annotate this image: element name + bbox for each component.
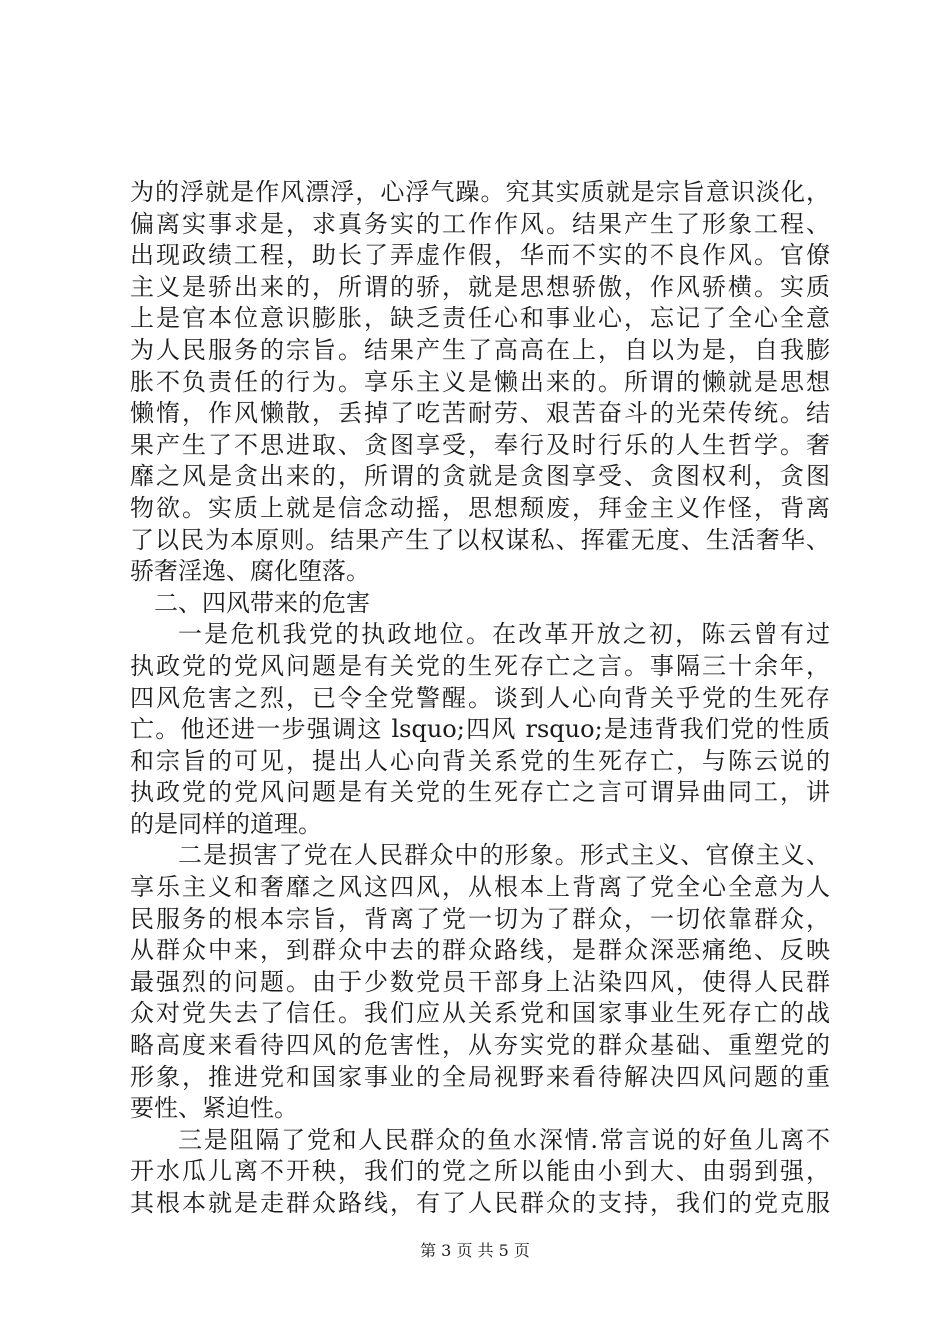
page-footer: 第 3 页 共 5 页 [420, 1241, 530, 1260]
text-line: 一是危机我党的执政地位。在改革开放之初，陈云曾有过 [178, 620, 830, 649]
text-line: 二、四风带来的危害 [154, 588, 370, 617]
text-line: 偏离实事求是，求真务实的工作作风。结果产生了形象工程、 [130, 209, 830, 238]
text-line: 二是损害了党在人民群众中的形象。形式主义、官僚主义、 [178, 841, 830, 870]
text-line: 和宗旨的可见，提出人心向背关系党的生死存亡，与陈云说的 [130, 746, 830, 775]
text-line: 从群众中来，到群众中去的群众路线，是群众深恶痛绝、反映 [130, 936, 830, 965]
text-line: 了以民为本原则。结果产生了以权谋私、挥霍无度、生活奢华、 [130, 525, 830, 554]
text-line: 出现政绩工程，助长了弄虚作假，华而不实的不良作风。官僚 [130, 241, 830, 270]
document-body [130, 177, 830, 1220]
text-line: 开水瓜儿离不开秧，我们的党之所以能由小到大、由弱到强， [130, 1157, 830, 1186]
text-line: 三是阻隔了党和人民群众的鱼水深情.常言说的好鱼儿离不 [178, 1125, 830, 1154]
text-line: 胀不负责任的行为。享乐主义是懒出来的。所谓的懒就是思想 [130, 367, 830, 396]
text-line: 为人民服务的宗旨。结果产生了高高在上，自以为是，自我膨 [130, 335, 830, 364]
text-line: 为的浮就是作风漂浮，心浮气躁。究其实质就是宗旨意识淡化， [130, 178, 830, 206]
text-line: 略高度来看待四风的危害性，从夯实党的群众基础、重塑党的 [130, 1031, 830, 1060]
text-line: 四风危害之烈，已令全党警醒。谈到人心向背关乎党的生死存 [130, 683, 830, 712]
text-line: 果产生了不思进取、贪图享受，奉行及时行乐的人生哲学。奢 [130, 430, 830, 459]
text-line: 亡。他还进一步强调这 lsquo;四风 rsquo;是违背我们党的性质 [130, 715, 830, 744]
text-line: 要性、紧迫性。 [130, 1094, 298, 1123]
text-line: 享乐主义和奢靡之风这四风，从根本上背离了党全心全意为人 [130, 873, 830, 902]
text-line: 骄奢淫逸、腐化堕落。 [130, 557, 370, 586]
text-line: 民服务的根本宗旨，背离了党一切为了群众，一切依靠群众， [130, 904, 830, 933]
text-line: 懒惰，作风懒散，丢掉了吃苦耐劳、艰苦奋斗的光荣传统。结 [130, 399, 830, 428]
text-line: 最强烈的问题。由于少数党员干部身上沾染四风，使得人民群 [130, 967, 830, 996]
text-line: 执政党的党风问题是有关党的生死存亡之言可谓异曲同工，讲 [130, 778, 830, 807]
text-line: 物欲。实质上就是信念动摇，思想颓废，拜金主义作怪，背离 [130, 493, 830, 522]
text-line: 靡之风是贪出来的，所谓的贪就是贪图享受、贪图权利，贪图 [130, 462, 830, 491]
text-line: 众对党失去了信任。我们应从关系党和国家事业生死存亡的战 [130, 999, 830, 1028]
text-line: 执政党的党风问题是有关党的生死存亡之言。事隔三十余年， [130, 651, 830, 680]
text-line: 的是同样的道理。 [130, 809, 322, 838]
text-line: 主义是骄出来的，所谓的骄，就是思想骄傲，作风骄横。实质 [130, 272, 830, 301]
text-line: 其根本就是走群众路线，有了人民群众的支持，我们的党克服 [130, 1189, 830, 1217]
text-line: 上是官本位意识膨胀，缺乏责任心和事业心，忘记了全心全意 [130, 304, 830, 333]
text-line: 形象，推进党和国家事业的全局视野来看待解决四风问题的重 [130, 1062, 830, 1091]
